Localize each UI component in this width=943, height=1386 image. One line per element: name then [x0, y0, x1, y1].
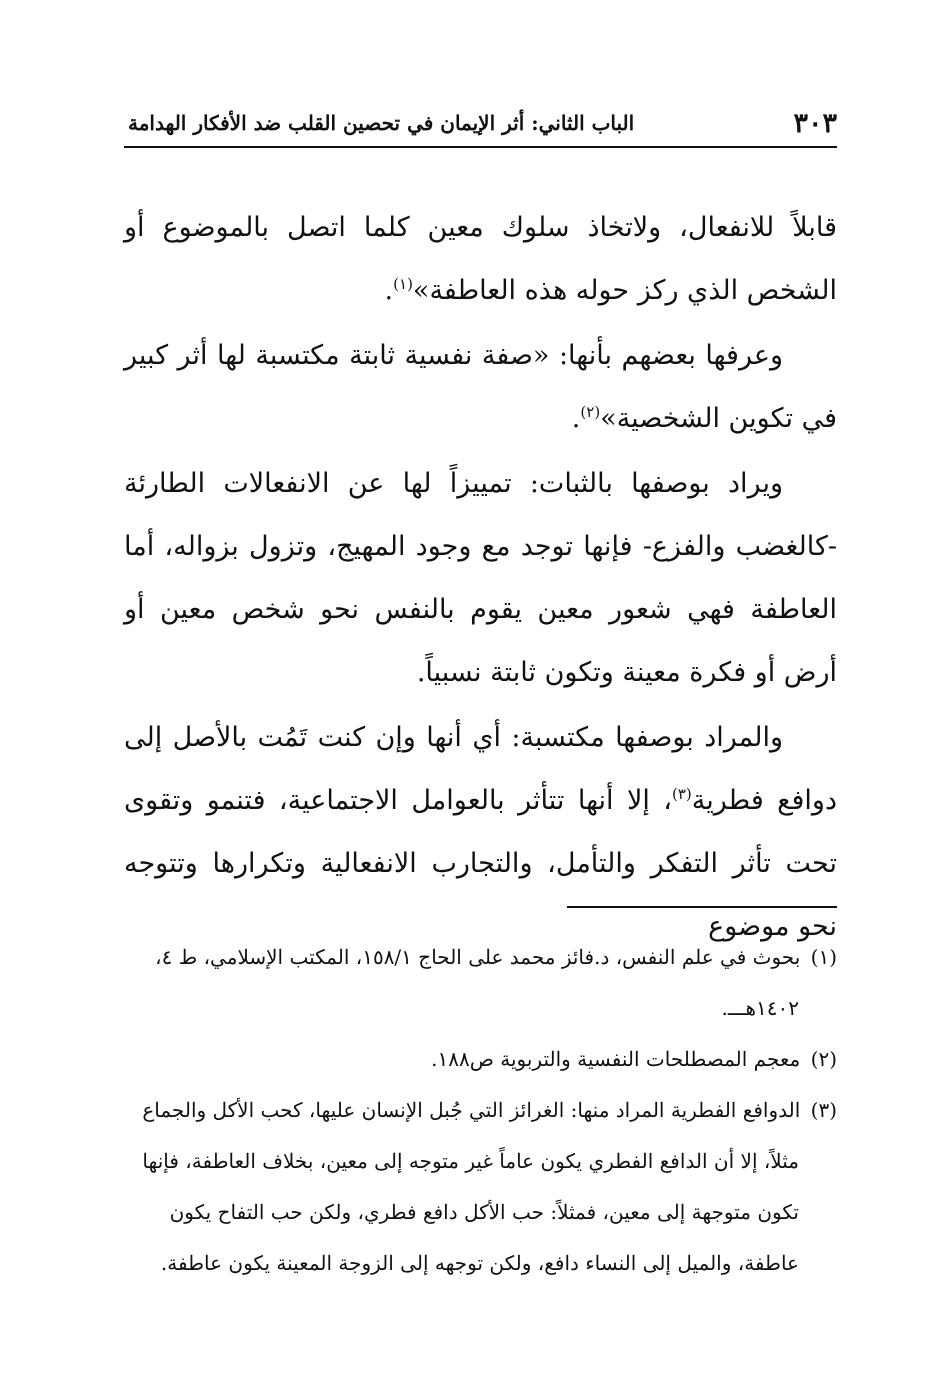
page-header: [124, 104, 837, 148]
footnote-1: [124, 932, 837, 983]
footnote-text: الدوافع الفطرية المراد منها: الغرائز التي جُبل الإنسان عليها، كحب الأكل والجماع: [142, 1098, 801, 1122]
paragraph-2: [124, 324, 837, 450]
footnote-1-cont: [124, 983, 837, 1034]
page-number: ٣٠٣: [793, 107, 837, 139]
footnote-3-cont: [124, 1136, 837, 1187]
footnote-2: [124, 1034, 837, 1085]
footnote-number: (١): [810, 945, 837, 969]
paragraph-1: [124, 196, 837, 322]
footnote-number: (٢): [810, 1047, 837, 1071]
paragraph-4: [124, 706, 837, 958]
paragraph-1-end: .: [384, 275, 394, 306]
footnote-3: [124, 1085, 837, 1136]
footnote-text: عاطفة، والميل إلى النساء دافع، ولكن توجهه إلى الزوجة المعينة يكون عاطفة.: [160, 1251, 799, 1275]
paragraph-3: [124, 452, 837, 704]
footnote-ref-3: (٣): [672, 785, 692, 803]
body-text: [124, 196, 837, 958]
paragraph-4-rest: ، إلا أنها تتأثر بالعوامل الاجتماعية، فتنمو وتقوى تحت تأثر التفكر والتأمل، والتجارب الانفعالية وتكرارها وتتوجه نحو موضوع: [124, 785, 837, 942]
footnote-separator: [567, 906, 837, 908]
paragraph-1-text: قابلاً للانفعال، ولاتخاذ سلوك معين كلما اتصل بالموضوع أو الشخص الذي ركز حوله هذه العاطفة»: [124, 212, 837, 306]
footnote-3-cont: [124, 1187, 837, 1238]
footnote-3-cont: [124, 1238, 837, 1289]
paragraph-4-text: والمراد بوصفها مكتسبة: أي أنها وإن كنت تَمُت بالأصل إلى دوافع فطرية: [124, 722, 837, 816]
paragraph-2-end: .: [571, 403, 581, 434]
footnote-text: ١٤٠٢هـــ.: [721, 996, 799, 1020]
paragraph-3-text: ويراد بوصفها بالثبات: تمييزاً لها عن الانفعالات الطارئة -كالغضب والفزع- فإنها توجد مع وجود المهيج، وتزول بزواله، أما العاطفة فهي شعور معين يقوم بالنفس نحو شخص معين أو أرض أو فكرة معينة وتكون ثابتة نسبياً.: [124, 468, 837, 688]
footnote-text: بحوث في علم النفس، د.فائز محمد على الحاج ١٥٨/١، المكتب الإسلامي، ط ٤،: [155, 945, 801, 969]
paragraph-2-text: وعرفها بعضهم بأنها: «صفة نفسية ثابتة مكتسبة لها أثر كبير في تكوين الشخصية»: [124, 340, 837, 434]
footnotes: [124, 932, 837, 1289]
footnote-number: (٣): [810, 1098, 837, 1122]
footnote-ref-2: (٢): [580, 403, 601, 421]
footnote-text: مثلاً، إلا أن الدافع الفطري يكون عاماً غير متوجه إلى معين، بخلاف العاطفة، فإنها: [142, 1149, 799, 1173]
footnote-ref-1: (١): [393, 275, 413, 293]
footnote-text: معجم المصطلحات النفسية والتربوية ص١٨٨.: [431, 1047, 801, 1071]
footnote-text: تكون متوجهة إلى معين، فمثلاً: حب الأكل دافع فطري، ولكن حب التفاح يكون: [169, 1200, 799, 1224]
running-title: الباب الثاني: أثر الإيمان في تحصين القلب ضد الأفكار الهدامة: [128, 111, 635, 135]
